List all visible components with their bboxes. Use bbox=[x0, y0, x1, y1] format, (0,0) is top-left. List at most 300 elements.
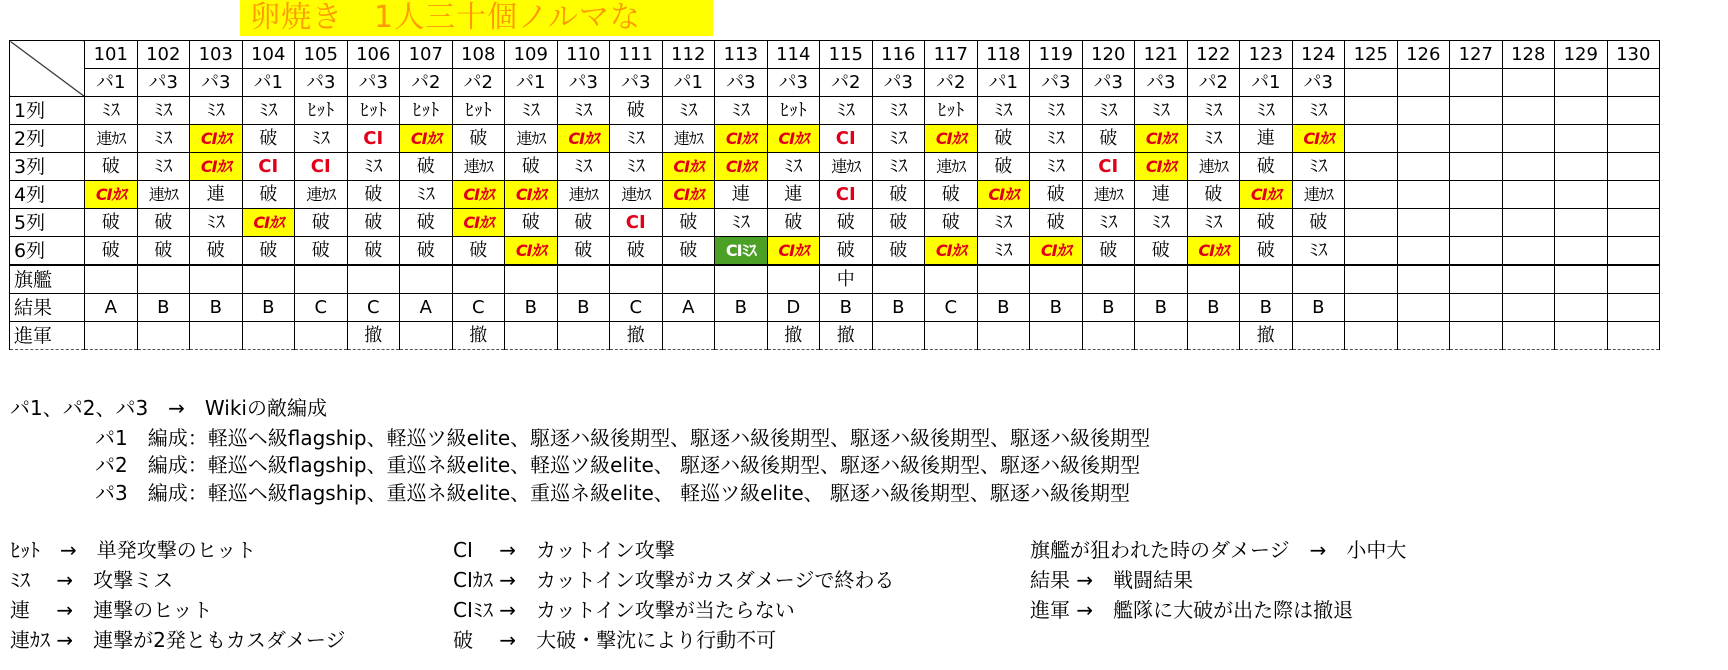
result-cell bbox=[1345, 97, 1398, 125]
result-cell: 連 bbox=[767, 181, 820, 209]
result-cell bbox=[1397, 209, 1450, 237]
corner-cell bbox=[10, 41, 85, 97]
result-cell: 破 bbox=[295, 237, 348, 266]
result-cell: 破 bbox=[505, 153, 558, 181]
data-row bbox=[10, 153, 1660, 181]
flagship-cell: 中 bbox=[820, 265, 873, 294]
party-cell: パ2 bbox=[925, 69, 978, 97]
result-cell bbox=[1607, 125, 1660, 153]
flagship-cell bbox=[1240, 265, 1293, 294]
party-cell: パ2 bbox=[820, 69, 873, 97]
column-number: 125 bbox=[1345, 41, 1398, 69]
result-cell: ﾋｯﾄ bbox=[400, 97, 453, 125]
result-cell: ﾐｽ bbox=[295, 125, 348, 153]
result-cell: B bbox=[190, 294, 243, 322]
result-cell: 破 bbox=[1082, 237, 1135, 266]
row-label: 1列 bbox=[10, 97, 85, 125]
result-cell: CIｶｽ bbox=[1030, 237, 1083, 266]
result-cell: ﾐｽ bbox=[557, 153, 610, 181]
column-number: 110 bbox=[557, 41, 610, 69]
legend-item: CIﾐｽ → カットイン攻撃が当たらない bbox=[453, 598, 795, 622]
advance-cell bbox=[1187, 322, 1240, 350]
result-cell: ﾐｽ bbox=[872, 153, 925, 181]
result-cell: ﾐｽ bbox=[505, 97, 558, 125]
result-cell: A bbox=[85, 294, 138, 322]
result-cell: B bbox=[242, 294, 295, 322]
result-cell bbox=[1555, 294, 1608, 322]
result-cell: CIｶｽ bbox=[977, 181, 1030, 209]
result-cell: 破 bbox=[925, 209, 978, 237]
result-cell: B bbox=[1187, 294, 1240, 322]
result-cell: 破 bbox=[242, 181, 295, 209]
result-cell: ﾐｽ bbox=[1240, 97, 1293, 125]
result-cell: B bbox=[715, 294, 768, 322]
result-cell: ﾐｽ bbox=[715, 209, 768, 237]
party-cell: パ3 bbox=[872, 69, 925, 97]
legend-party-1: パ1 編成：軽巡ヘ級flagship、軽巡ツ級elite、駆逐ハ級後期型、駆逐ハ級後期型、駆逐ハ級後期型、駆逐ハ級後期型 bbox=[95, 426, 1151, 450]
result-cell: 破 bbox=[452, 125, 505, 153]
column-number: 113 bbox=[715, 41, 768, 69]
result-cell: ﾐｽ bbox=[190, 209, 243, 237]
advance-cell bbox=[1450, 322, 1503, 350]
result-cell: C bbox=[347, 294, 400, 322]
result-cell: 連ｶｽ bbox=[1082, 181, 1135, 209]
party-cell: パ3 bbox=[715, 69, 768, 97]
result-cell: 破 bbox=[767, 209, 820, 237]
result-cell: A bbox=[662, 294, 715, 322]
advance-cell bbox=[242, 322, 295, 350]
result-cell: CIｶｽ bbox=[505, 181, 558, 209]
flagship-cell bbox=[1292, 265, 1345, 294]
result-cell: C bbox=[452, 294, 505, 322]
legend-item: 進軍 → 艦隊に大破が出た際は撤退 bbox=[1030, 598, 1354, 622]
result-cell bbox=[1502, 209, 1555, 237]
result-cell: ﾐｽ bbox=[1135, 209, 1188, 237]
result-cell: CIｶｽ bbox=[1240, 181, 1293, 209]
flagship-cell bbox=[242, 265, 295, 294]
result-cell: B bbox=[1030, 294, 1083, 322]
result-cell: 破 bbox=[1240, 209, 1293, 237]
advance-cell bbox=[295, 322, 348, 350]
result-cell: CI bbox=[242, 153, 295, 181]
result-cell bbox=[1607, 209, 1660, 237]
legend-col-3 bbox=[1030, 535, 1406, 625]
result-cell: 破 bbox=[1292, 209, 1345, 237]
legend-item: 破 → 大破・撃沈により行動不可 bbox=[453, 628, 777, 652]
result-cell: ﾐｽ bbox=[767, 153, 820, 181]
flagship-cell bbox=[1135, 265, 1188, 294]
result-cell: C bbox=[295, 294, 348, 322]
result-cell: CIｶｽ bbox=[1187, 237, 1240, 266]
flagship-cell bbox=[85, 265, 138, 294]
data-row bbox=[10, 97, 1660, 125]
result-cell: 連 bbox=[1135, 181, 1188, 209]
result-cell: 破 bbox=[242, 125, 295, 153]
result-cell: CIｶｽ bbox=[925, 237, 978, 266]
party-cell: パ3 bbox=[1030, 69, 1083, 97]
column-number: 112 bbox=[662, 41, 715, 69]
legend-party-2: パ2 編成：軽巡ヘ級flagship、重巡ネ級elite、軽巡ツ級elite、 駆逐ハ級後期型、駆逐ハ級後期型、駆逐ハ級後期型 bbox=[95, 453, 1141, 477]
result-cell: C bbox=[925, 294, 978, 322]
result-cell bbox=[1345, 181, 1398, 209]
party-cell: パ1 bbox=[85, 69, 138, 97]
result-cell bbox=[1345, 294, 1398, 322]
result-cell bbox=[1607, 294, 1660, 322]
advance-cell bbox=[400, 322, 453, 350]
column-number: 103 bbox=[190, 41, 243, 69]
result-cell: 破 bbox=[1135, 237, 1188, 266]
result-cell bbox=[1555, 237, 1608, 266]
result-cell: 破 bbox=[190, 237, 243, 266]
advance-cell bbox=[557, 322, 610, 350]
result-cell: ﾐｽ bbox=[1030, 97, 1083, 125]
result-cell: ﾐｽ bbox=[977, 237, 1030, 266]
result-cell bbox=[1555, 181, 1608, 209]
data-row bbox=[10, 125, 1660, 153]
result-cell: B bbox=[977, 294, 1030, 322]
result-cell: 破 bbox=[85, 209, 138, 237]
column-number: 106 bbox=[347, 41, 400, 69]
result-cell bbox=[1450, 294, 1503, 322]
result-cell bbox=[1450, 181, 1503, 209]
result-cell: 連ｶｽ bbox=[452, 153, 505, 181]
result-cell bbox=[1450, 125, 1503, 153]
result-cell bbox=[1607, 97, 1660, 125]
row-label: 結果 bbox=[10, 294, 85, 322]
column-number: 126 bbox=[1397, 41, 1450, 69]
party-cell bbox=[1345, 69, 1398, 97]
column-number: 108 bbox=[452, 41, 505, 69]
result-cell: CIｶｽ bbox=[662, 181, 715, 209]
result-cell: 連ｶｽ bbox=[557, 181, 610, 209]
party-cell: パ3 bbox=[1135, 69, 1188, 97]
flagship-cell bbox=[977, 265, 1030, 294]
advance-cell bbox=[662, 322, 715, 350]
advance-cell bbox=[190, 322, 243, 350]
result-cell bbox=[1345, 125, 1398, 153]
result-cell: CIｶｽ bbox=[452, 209, 505, 237]
column-number: 122 bbox=[1187, 41, 1240, 69]
result-cell: ﾐｽ bbox=[137, 125, 190, 153]
result-cell bbox=[1450, 153, 1503, 181]
result-cell: 破 bbox=[347, 237, 400, 266]
column-number: 117 bbox=[925, 41, 978, 69]
result-cell: ﾐｽ bbox=[1082, 97, 1135, 125]
column-number: 128 bbox=[1502, 41, 1555, 69]
result-cell: 破 bbox=[295, 209, 348, 237]
flagship-cell bbox=[662, 265, 715, 294]
result-cell: B bbox=[1240, 294, 1293, 322]
party-cell: パ3 bbox=[610, 69, 663, 97]
result-cell: CIｶｽ bbox=[190, 153, 243, 181]
party-cell bbox=[1555, 69, 1608, 97]
advance-cell bbox=[977, 322, 1030, 350]
result-cell: B bbox=[557, 294, 610, 322]
result-cell bbox=[1450, 237, 1503, 266]
flagship-cell bbox=[557, 265, 610, 294]
flagship-cell bbox=[1607, 265, 1660, 294]
result-cell bbox=[1502, 294, 1555, 322]
row-label: 旗艦 bbox=[10, 265, 85, 294]
flagship-cell bbox=[872, 265, 925, 294]
flagship-cell bbox=[767, 265, 820, 294]
flagship-cell bbox=[925, 265, 978, 294]
data-row bbox=[10, 237, 1660, 266]
result-cell: CI bbox=[347, 125, 400, 153]
party-cell: パ1 bbox=[662, 69, 715, 97]
result-cell: ﾐｽ bbox=[1187, 125, 1240, 153]
flagship-row bbox=[10, 265, 1660, 294]
result-cell: CIｶｽ bbox=[85, 181, 138, 209]
result-cell: CIｶｽ bbox=[715, 153, 768, 181]
advance-cell: 撤 bbox=[767, 322, 820, 350]
result-cell: 破 bbox=[400, 237, 453, 266]
result-cell bbox=[1555, 97, 1608, 125]
result-cell: CIｶｽ bbox=[190, 125, 243, 153]
result-cell: ﾐｽ bbox=[872, 125, 925, 153]
page-title: 卵焼き 1人三十個ノルマな bbox=[240, 0, 713, 36]
result-cell: 破 bbox=[610, 97, 663, 125]
column-number: 121 bbox=[1135, 41, 1188, 69]
result-cell bbox=[1397, 294, 1450, 322]
legend-item: ﾐｽ → 攻撃ミス bbox=[10, 568, 174, 592]
advance-row bbox=[10, 322, 1660, 350]
result-cell: ﾐｽ bbox=[85, 97, 138, 125]
result-cell bbox=[1555, 125, 1608, 153]
column-number: 124 bbox=[1292, 41, 1345, 69]
result-cell: 連ｶｽ bbox=[820, 153, 873, 181]
result-cell: ﾐｽ bbox=[1187, 97, 1240, 125]
advance-cell bbox=[85, 322, 138, 350]
advance-cell bbox=[1135, 322, 1188, 350]
result-cell: 連 bbox=[715, 181, 768, 209]
legend-item: ﾋｯﾄ → 単発攻撃のヒット bbox=[10, 538, 257, 562]
flagship-cell bbox=[1030, 265, 1083, 294]
result-cell: ﾐｽ bbox=[1292, 237, 1345, 266]
advance-cell: 撤 bbox=[610, 322, 663, 350]
result-cell bbox=[1502, 153, 1555, 181]
legend-col-2 bbox=[453, 535, 894, 655]
advance-cell bbox=[715, 322, 768, 350]
party-cell: パ1 bbox=[505, 69, 558, 97]
result-cell: ﾋｯﾄ bbox=[347, 97, 400, 125]
legend-item: 結果 → 戦闘結果 bbox=[1030, 568, 1194, 592]
party-cell: パ3 bbox=[347, 69, 400, 97]
result-cell: 連 bbox=[1240, 125, 1293, 153]
result-cell: 破 bbox=[662, 209, 715, 237]
result-cell: B bbox=[1292, 294, 1345, 322]
result-cell: 破 bbox=[820, 237, 873, 266]
party-cell: パ3 bbox=[1082, 69, 1135, 97]
column-number: 115 bbox=[820, 41, 873, 69]
result-cell: 破 bbox=[347, 209, 400, 237]
column-number: 101 bbox=[85, 41, 138, 69]
advance-cell bbox=[505, 322, 558, 350]
result-cell: 破 bbox=[137, 209, 190, 237]
result-cell: CIﾐｽ bbox=[715, 237, 768, 266]
result-cell bbox=[1607, 237, 1660, 266]
party-cell: パ3 bbox=[767, 69, 820, 97]
result-cell: 破 bbox=[872, 181, 925, 209]
result-cell: A bbox=[400, 294, 453, 322]
result-cell: 破 bbox=[400, 153, 453, 181]
result-cell bbox=[1502, 125, 1555, 153]
column-number: 119 bbox=[1030, 41, 1083, 69]
row-label: 進軍 bbox=[10, 322, 85, 350]
result-cell: CIｶｽ bbox=[767, 125, 820, 153]
result-cell bbox=[1397, 125, 1450, 153]
result-cell: 連ｶｽ bbox=[85, 125, 138, 153]
party-cell: パ3 bbox=[557, 69, 610, 97]
row-label: 3列 bbox=[10, 153, 85, 181]
result-cell bbox=[1450, 97, 1503, 125]
advance-cell: 撤 bbox=[820, 322, 873, 350]
result-cell: ﾐｽ bbox=[190, 97, 243, 125]
result-cell: 連ｶｽ bbox=[610, 181, 663, 209]
result-cell: ﾋｯﾄ bbox=[452, 97, 505, 125]
data-row bbox=[10, 181, 1660, 209]
result-cell: 連ｶｽ bbox=[505, 125, 558, 153]
results-table bbox=[9, 40, 1660, 350]
column-number: 130 bbox=[1607, 41, 1660, 69]
result-cell bbox=[1397, 97, 1450, 125]
result-cell: ﾐｽ bbox=[872, 97, 925, 125]
party-cell bbox=[1450, 69, 1503, 97]
legend-party-header: パ1、パ2、パ3 → Wikiの敵編成 bbox=[10, 396, 327, 420]
result-cell bbox=[1397, 153, 1450, 181]
result-cell bbox=[1555, 153, 1608, 181]
legend-item: CIｶｽ → カットイン攻撃がカスダメージで終わる bbox=[453, 568, 895, 592]
result-cell: ﾐｽ bbox=[1082, 209, 1135, 237]
result-cell bbox=[1397, 237, 1450, 266]
result-cell: ﾐｽ bbox=[820, 97, 873, 125]
result-cell: 連 bbox=[190, 181, 243, 209]
flagship-cell bbox=[1502, 265, 1555, 294]
party-cell: パ2 bbox=[1187, 69, 1240, 97]
result-cell: C bbox=[610, 294, 663, 322]
result-cell: CIｶｽ bbox=[452, 181, 505, 209]
advance-cell: 撤 bbox=[1240, 322, 1293, 350]
result-cell: ﾋｯﾄ bbox=[925, 97, 978, 125]
result-cell: 連ｶｽ bbox=[137, 181, 190, 209]
result-cell bbox=[1345, 153, 1398, 181]
advance-cell bbox=[1502, 322, 1555, 350]
advance-cell bbox=[1082, 322, 1135, 350]
result-cell: 破 bbox=[1240, 237, 1293, 266]
result-cell: ﾐｽ bbox=[557, 97, 610, 125]
advance-cell bbox=[137, 322, 190, 350]
result-cell: CIｶｽ bbox=[242, 209, 295, 237]
flagship-cell bbox=[190, 265, 243, 294]
result-cell bbox=[1502, 181, 1555, 209]
result-cell: B bbox=[137, 294, 190, 322]
result-cell: ﾐｽ bbox=[662, 97, 715, 125]
flagship-cell bbox=[1345, 265, 1398, 294]
header-row-numbers bbox=[10, 41, 1660, 69]
result-cell: ﾐｽ bbox=[1135, 97, 1188, 125]
column-number: 105 bbox=[295, 41, 348, 69]
flagship-cell bbox=[452, 265, 505, 294]
party-cell: パ3 bbox=[137, 69, 190, 97]
advance-cell: 撤 bbox=[347, 322, 400, 350]
flagship-cell bbox=[1187, 265, 1240, 294]
result-cell bbox=[1607, 153, 1660, 181]
result-cell: 破 bbox=[977, 153, 1030, 181]
legend-item: 連ｶｽ → 連撃が2発ともカスダメージ bbox=[10, 628, 346, 652]
flagship-cell bbox=[610, 265, 663, 294]
result-cell: CIｶｽ bbox=[557, 125, 610, 153]
result-cell: 連ｶｽ bbox=[1187, 153, 1240, 181]
result-cell: CIｶｽ bbox=[1135, 125, 1188, 153]
result-cell: B bbox=[1135, 294, 1188, 322]
flagship-cell bbox=[347, 265, 400, 294]
result-cell: 連ｶｽ bbox=[925, 153, 978, 181]
result-cell: CI bbox=[1082, 153, 1135, 181]
advance-cell bbox=[1555, 322, 1608, 350]
result-cell: ﾐｽ bbox=[1292, 153, 1345, 181]
result-cell: ﾐｽ bbox=[1030, 125, 1083, 153]
column-number: 127 bbox=[1450, 41, 1503, 69]
result-cell: ﾐｽ bbox=[715, 97, 768, 125]
result-cell: ﾐｽ bbox=[400, 181, 453, 209]
result-cell: 破 bbox=[505, 209, 558, 237]
column-number: 109 bbox=[505, 41, 558, 69]
legend-col-1 bbox=[10, 535, 345, 655]
result-cell bbox=[1502, 97, 1555, 125]
legend-item: 連 → 連撃のヒット bbox=[10, 598, 213, 622]
result-cell: ﾐｽ bbox=[137, 97, 190, 125]
result-cell: 破 bbox=[977, 125, 1030, 153]
result-cell bbox=[1345, 237, 1398, 266]
result-cell: CIｶｽ bbox=[1135, 153, 1188, 181]
flagship-cell bbox=[400, 265, 453, 294]
flagship-cell bbox=[1450, 265, 1503, 294]
party-cell: パ3 bbox=[190, 69, 243, 97]
result-cell: CIｶｽ bbox=[400, 125, 453, 153]
result-cell: 破 bbox=[85, 237, 138, 266]
result-cell: CI bbox=[610, 209, 663, 237]
result-cell: ﾋｯﾄ bbox=[767, 97, 820, 125]
result-cell: ﾐｽ bbox=[137, 153, 190, 181]
result-cell: 破 bbox=[452, 237, 505, 266]
column-number: 107 bbox=[400, 41, 453, 69]
result-cell: 連ｶｽ bbox=[662, 125, 715, 153]
advance-cell bbox=[1345, 322, 1398, 350]
flagship-cell bbox=[1555, 265, 1608, 294]
result-cell: B bbox=[872, 294, 925, 322]
result-cell: 破 bbox=[557, 209, 610, 237]
result-cell: CIｶｽ bbox=[662, 153, 715, 181]
party-cell: パ2 bbox=[452, 69, 505, 97]
data-row bbox=[10, 209, 1660, 237]
result-cell: 破 bbox=[1082, 125, 1135, 153]
result-cell: ﾐｽ bbox=[242, 97, 295, 125]
advance-cell bbox=[1607, 322, 1660, 350]
legend-item: CI → カットイン攻撃 bbox=[453, 538, 675, 562]
result-cell: CIｶｽ bbox=[767, 237, 820, 266]
row-label: 4列 bbox=[10, 181, 85, 209]
result-cell: B bbox=[1082, 294, 1135, 322]
result-cell: 破 bbox=[85, 153, 138, 181]
party-cell: パ1 bbox=[1240, 69, 1293, 97]
result-cell: CI bbox=[295, 153, 348, 181]
result-cell: 破 bbox=[557, 237, 610, 266]
result-cell: 破 bbox=[1240, 153, 1293, 181]
column-number: 102 bbox=[137, 41, 190, 69]
advance-cell bbox=[925, 322, 978, 350]
result-cell: 破 bbox=[137, 237, 190, 266]
advance-cell: 撤 bbox=[452, 322, 505, 350]
